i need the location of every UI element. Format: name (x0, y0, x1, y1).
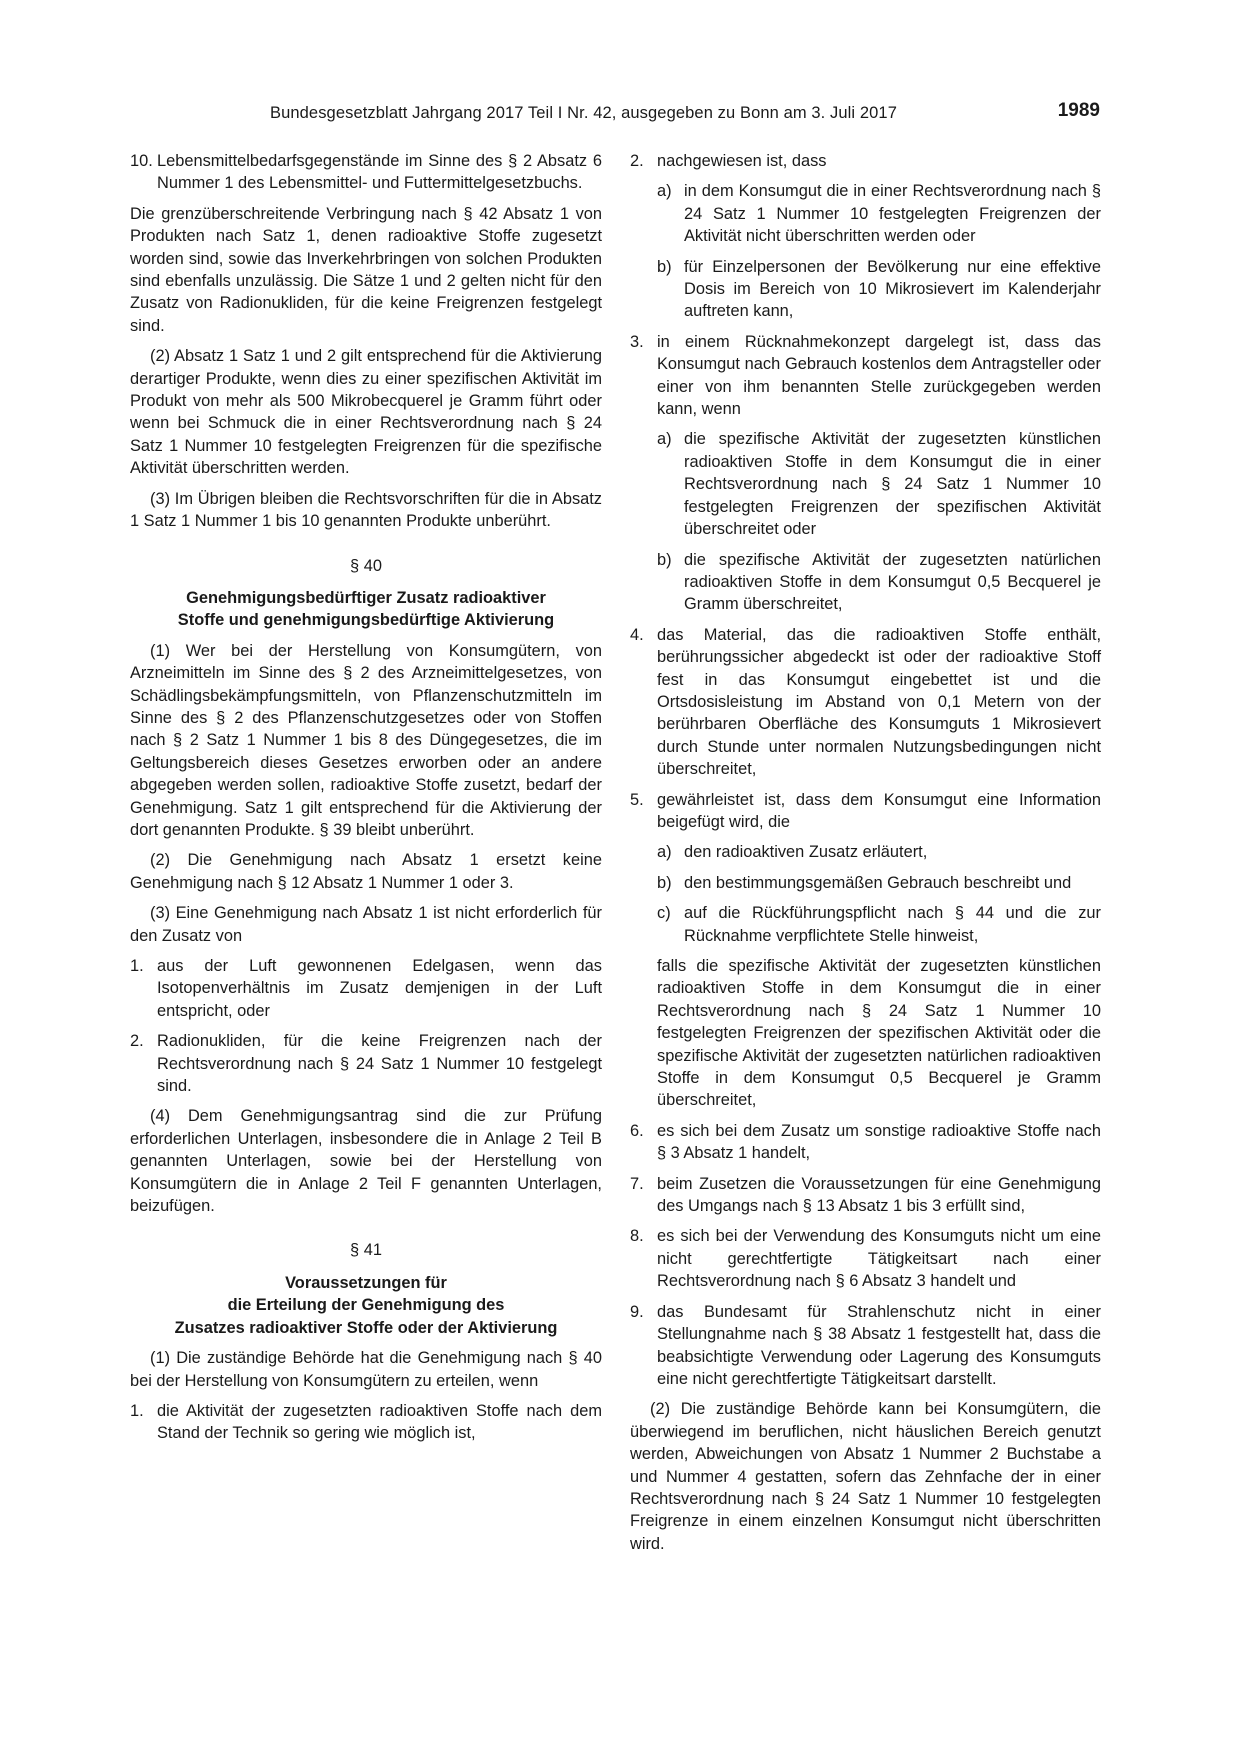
paragraph: (4) Dem Genehmigungsantrag sind die zur Prüfung erforderlichen Unterlagen, insbesondere die in Anlage 2 Teil B genannten Unterlagen, sowie bei der Herstellung von Konsumgütern die in Anlage 2 Teil F genannten Unterlagen, beizufügen. (130, 1107, 602, 1216)
list-item: 6. es sich bei dem Zusatz um sonstige radioaktive Stoffe nach § 3 Absatz 1 handelt, (630, 1121, 1101, 1163)
sub-item: b) die spezifische Aktivität der zugesetzten natürlichen radioaktiven Stoffe in dem Konsumgut 0,5 Becquerel je Gramm überschreitet, (657, 550, 1101, 614)
list-item: 8. es sich bei der Verwendung des Konsumguts nicht um eine nicht gerechtfertigte Tätigkeitsart nach einer Rechtsverordnung nach § 6 Absatz 3 handelt und (630, 1227, 1101, 1291)
section-title: Voraussetzungen für die Erteilung der Genehmigung des Zusatzes radioaktiver Stoffe oder der Aktivierung (174, 1273, 558, 1337)
list-continuation: falls die spezifische Aktivität der zugesetzten künstlichen radioaktiven Stoffe in dem Konsumgut die in einer Rechtsverordnung nach § 24 Satz 1 Nummer 10 festgelegten Freigrenzen der spezifischen Aktivität oder die spezifische Aktivität der zugesetzten natürlichen radioaktiven Stoffe in dem Konsumgut 0,5 Becquerel je Gramm überschreitet, (657, 957, 1101, 1110)
section-title: Genehmigungsbedürftiger Zusatz radioaktiver Stoffe und genehmigungsbedürftige Aktivierung (177, 588, 555, 630)
list-item: 1. aus der Luft gewonnenen Edelgasen, wenn das Isotopenverhältnis im Zusatz demjenigen in der Luft entspricht, oder (130, 957, 602, 1020)
sub-item: c) auf die Rückführungspflicht nach § 44 und die zur Rücknahme verpflichtete Stelle hinweist, (657, 904, 1101, 945)
paragraph: (1) Die zuständige Behörde hat die Genehmigung nach § 40 bei der Herstellung von Konsumgütern zu erteilen, wenn (130, 1349, 602, 1390)
sub-item: b) für Einzelpersonen der Bevölkerung nur eine effektive Dosis im Bereich von 10 Mikrosievert im Kalenderjahr auftreten kann, (657, 257, 1101, 321)
sub-item: b) den bestimmungsgemäßen Gebrauch beschreibt und (657, 873, 1072, 892)
list-item: 9. das Bundesamt für Strahlenschutz nicht in einer Stellungnahme nach § 38 Absatz 1 festgestellt hat, dass die beabsichtigte Verwendung oder Lagerung des Konsumguts eine nicht gerechtfertigte Tätigkeitsart darstellt. (630, 1302, 1101, 1388)
paragraph: (1) Wer bei der Herstellung von Konsumgütern, von Arzneimitteln im Sinne des § 2 des Arzneimittelgesetzes, von Schädlingsbekämpfungsmitteln, von Pflanzenschutzmitteln im Sinne des § 2 des Pflanzenschutzgesetzes oder von Stoffen nach § 2 Satz 1 Nummer 1 bis 8 des Düngegesetzes, die im Geltungsbereich dieses Gesetzes erworben oder an andere abgegeben werden sollen, radioaktive Stoffe zusetzt, bedarf der Genehmigung. Satz 1 gilt entsprechend für die Aktivierung der dort genannten Produkte. § 39 bleibt unberührt. (130, 641, 602, 839)
paragraph: (3) Im Übrigen bleiben die Rechtsvorschriften für die in Absatz 1 Satz 1 Nummer 1 bis 10 genannten Produkte unberührt. (130, 489, 602, 531)
paragraph: Die grenzüberschreitende Verbringung nach § 42 Absatz 1 von Produkten nach Satz 1, denen radioaktive Stoffe zugesetzt worden sind, sowie das Inverkehrbringen von solchen Produkten sind ebenfalls unzulässig. Die Sätze 1 und 2 gelten nicht für den Zusatz von Radionukliden, für die keine Freigrenzen festgelegt sind. (130, 204, 602, 335)
list-item: 2. Radionukliden, für die keine Freigrenzen nach der Rechtsverordnung nach § 24 Satz 1 Nummer 10 festgelegt sind. (130, 1032, 602, 1096)
sub-item: a) in dem Konsumgut die in einer Rechtsverordnung nach § 24 Satz 1 Nummer 10 festgelegten Freigrenzen der Aktivität nicht überschritten werden oder (657, 182, 1101, 246)
list-item: 3. in einem Rücknahmekonzept dargelegt ist, dass das Konsumgut nach Gebrauch kostenlos dem Antragsteller oder einer von ihm benannten Stelle zurückgegeben werden kann, wenn (630, 332, 1101, 419)
page-number: 1989 (1057, 100, 1100, 121)
list-item: 4. das Material, das die radioaktiven Stoffe enthält, berührungssicher abgedeckt ist oder der radioaktive Stoff fest in das Konsumgut eingebettet ist und die Ortsdosisleistung im Abstand von 0,1 Metern von der berührbaren Oberfläche des Konsumguts 1 Mikrosievert durch Stunde unter normalen Nutzungsbedingungen nicht überschreitet, (630, 625, 1101, 779)
list-item: 2. nachgewiesen ist, dass (630, 152, 827, 170)
list-item: 10. Lebensmittelbedarfsgegenstände im Sinne des § 2 Absatz 6 Nummer 1 des Lebensmittel- und Futtermittelgesetzbuchs. (130, 152, 602, 193)
page-header (270, 100, 1100, 128)
left-column (130, 150, 602, 1453)
sub-item: a) die spezifische Aktivität der zugesetzten künstlichen radioaktiven Stoffe in dem Konsumgut die in einer Rechtsverordnung nach § 24 Satz 1 Nummer 10 festgelegten Freigrenzen der spezifischen Aktivität überschreitet oder (657, 430, 1101, 539)
section-number: § 40 (350, 556, 382, 575)
paragraph: (2) Absatz 1 Satz 1 und 2 gilt entsprechend für die Aktivierung derartiger Produkte, wenn dies zu einer spezifischen Aktivität im Produkt von mehr als 500 Mikrobecquerel je Gramm führt oder wenn bei Schmuck die in einer Rechtsverordnung nach § 24 Satz 1 Nummer 10 festgelegten Freigrenzen für die spezifische Aktivität überschritten werden. (130, 347, 602, 478)
section-number: § 41 (350, 1241, 382, 1260)
paragraph: (2) Die zuständige Behörde kann bei Konsumgütern, die überwiegend im beruflichen, nicht häuslichen Bereich genutzt werden, Abweichungen von Absatz 1 Nummer 2 Buchstabe a und Nummer 4 gestatten, sofern das Zehnfache der in einer Rechtsverordnung nach § 24 Satz 1 Nummer 10 festgelegten Freigrenze in einem einzelnen Konsumgut nicht überschritten wird. (630, 1400, 1101, 1553)
paragraph: (2) Die Genehmigung nach Absatz 1 ersetzt keine Genehmigung nach § 12 Absatz 1 Nummer 1 oder 3. (130, 851, 602, 892)
list-item: 5. gewährleistet ist, dass dem Konsumgut eine Information beigefügt wird, die (630, 790, 1101, 831)
header-title: Bundesgesetzblatt Jahrgang 2017 Teil I Nr. 42, ausgegeben zu Bonn am 3. Juli 2017 (270, 104, 897, 122)
sub-item: a) den radioaktiven Zusatz erläutert, (657, 843, 928, 862)
list-item: 1. die Aktivität der zugesetzten radioaktiven Stoffe nach dem Stand der Technik so gering wie möglich ist, (130, 1401, 602, 1443)
paragraph: (3) Eine Genehmigung nach Absatz 1 ist nicht erforderlich für den Zusatz von (130, 904, 602, 945)
list-item: 7. beim Zusetzen die Voraussetzungen für eine Genehmigung des Umgangs nach § 13 Absatz 1 bis 3 erfüllt sind, (630, 1174, 1101, 1216)
right-column (630, 150, 1101, 1563)
